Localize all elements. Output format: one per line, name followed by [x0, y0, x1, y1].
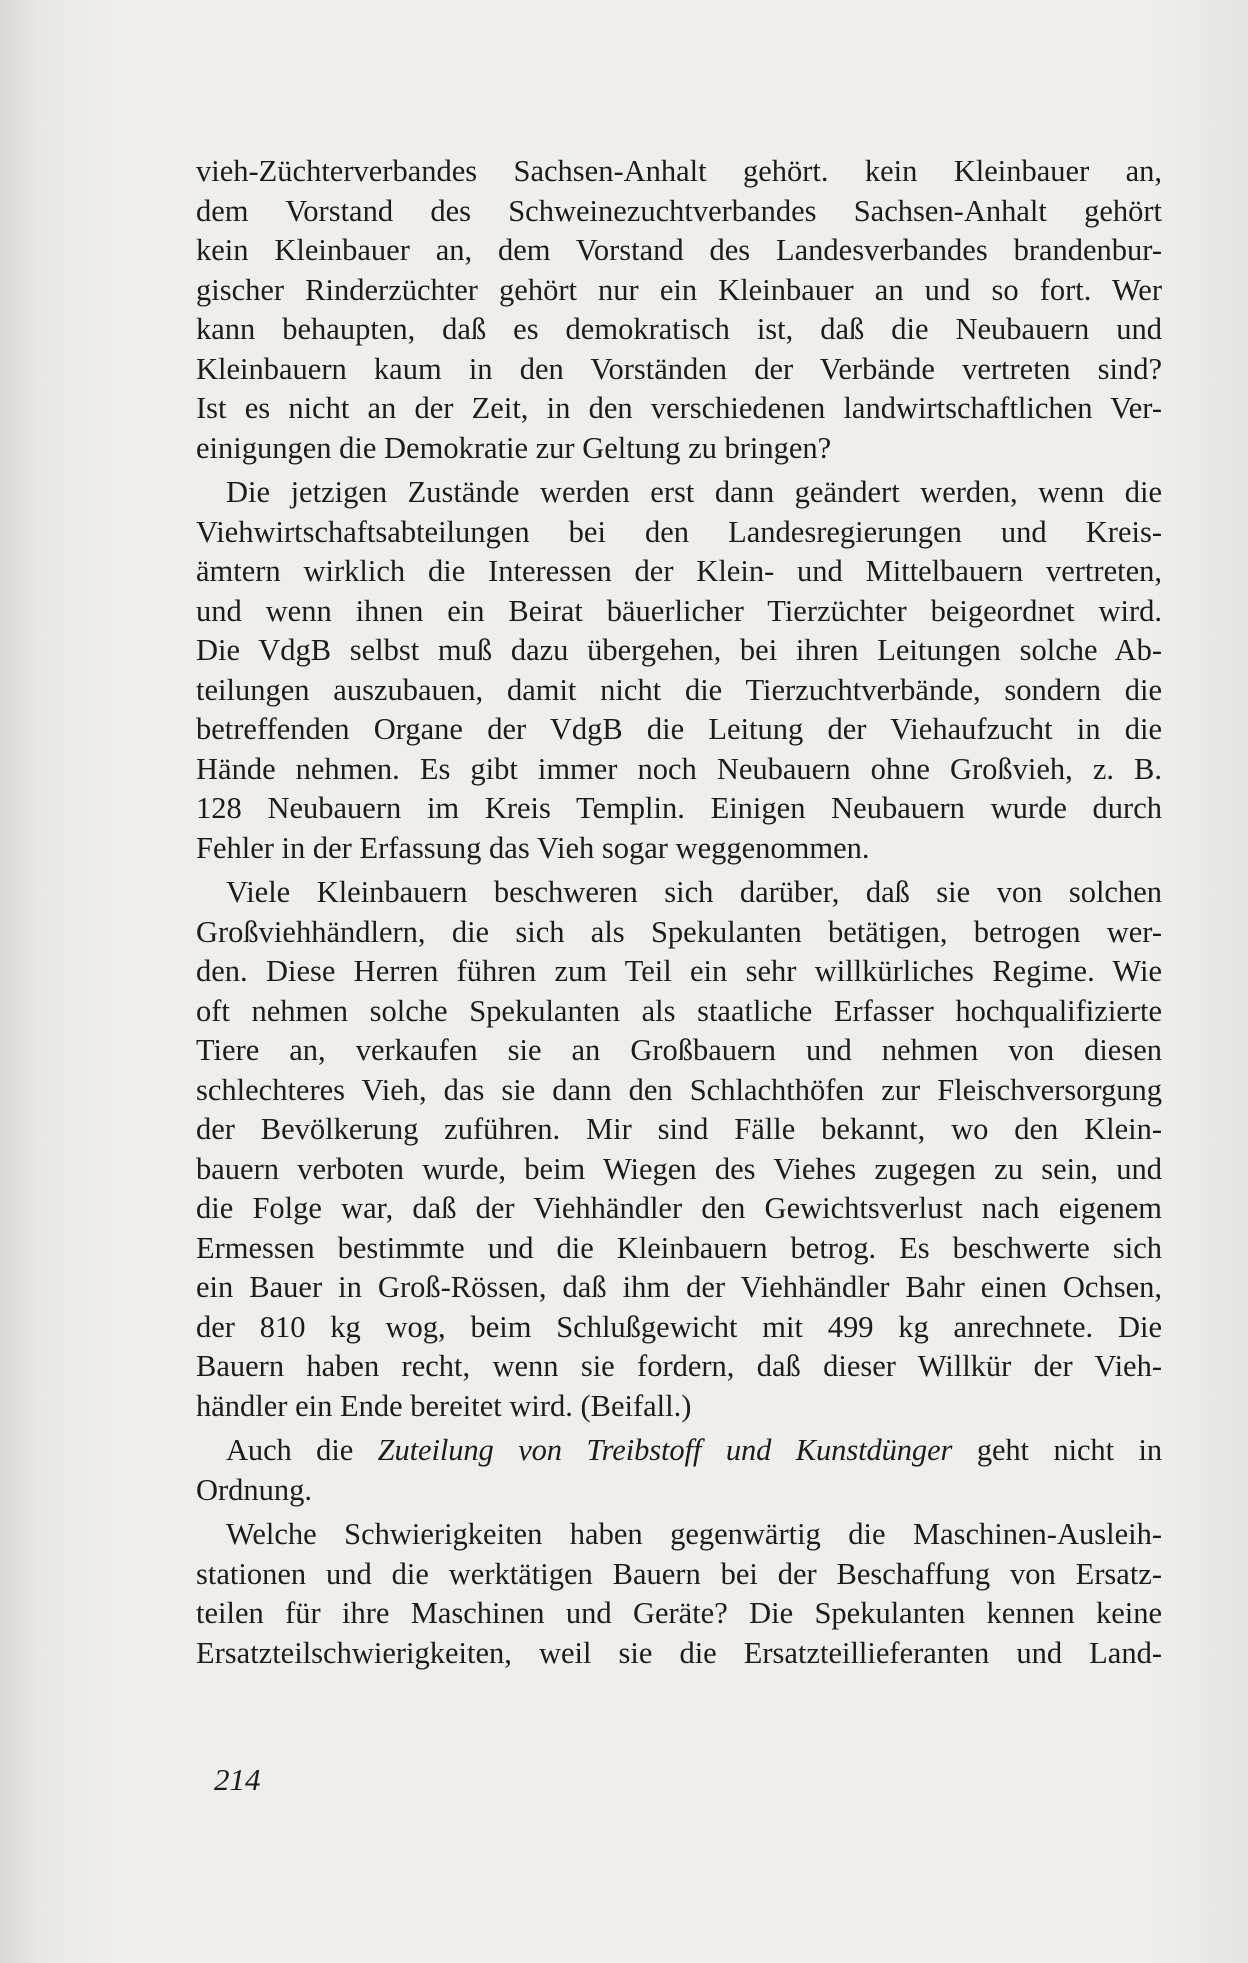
text-line: gischer Rinderzüchter gehört nur ein Kleinbauer an und so fort. Wer	[196, 272, 1162, 307]
text-line: einigungen die Demokratie zur Geltung zu bringen?	[196, 430, 832, 465]
emphasis-text: Zuteilung von Treibstoff und Kunstdünger	[377, 1433, 953, 1467]
text-line: Ordnung.	[196, 1472, 313, 1507]
text-line: Viehwirtschaftsabteilungen bei den Landesregierungen und Kreis-	[196, 514, 1162, 549]
paragraph	[196, 1431, 1162, 1510]
text-line: händler ein Ende bereitet wird. (Beifall.)	[196, 1388, 692, 1423]
text-line: Viele Kleinbauern beschweren sich darüber, daß sie von solchen	[226, 875, 1162, 909]
text-line: den. Diese Herren führen zum Teil ein sehr willkürliches Regime. Wie	[196, 954, 1162, 988]
text-line: Ermessen bestimmte und die Kleinbauern betrog. Es beschwerte sich	[196, 1230, 1162, 1265]
paragraph	[196, 873, 1162, 1426]
text-line: schlechteres Vieh, das sie dann den Schlachthöfen zur Fleischversorgung	[196, 1072, 1162, 1107]
text-run: geht nicht in	[952, 1433, 1162, 1467]
text-line: und wenn ihnen ein Beirat bäuerlicher Tierzüchter beigeordnet wird.	[196, 593, 1162, 628]
text-line: ämtern wirklich die Interessen der Klein- und Mittelbauern vertreten,	[196, 554, 1162, 588]
text-line: die Folge war, daß der Viehhändler den Gewichtsverlust nach eigenem	[196, 1191, 1162, 1225]
page-number: 214	[214, 1762, 261, 1797]
body-text	[196, 152, 1162, 1673]
text-run: Auch die	[226, 1433, 378, 1467]
text-line: der 810 kg wog, beim Schlußgewicht mit 499 kg anrechnete. Die	[196, 1309, 1162, 1344]
text-line: bauern verboten wurde, beim Wiegen des Viehes zugegen zu sein, und	[196, 1151, 1162, 1186]
text-line: teilen für ihre Maschinen und Geräte? Die Spekulanten kennen keine	[196, 1596, 1162, 1630]
text-line: der Bevölkerung zuführen. Mir sind Fälle bekannt, wo den Klein-	[196, 1112, 1162, 1146]
text-line: stationen und die werktätigen Bauern bei der Beschaffung von Ersatz-	[196, 1556, 1162, 1591]
text-line: Tiere an, verkaufen sie an Großbauern und nehmen von diesen	[196, 1033, 1162, 1067]
text-line: teilungen auszubauen, damit nicht die Tierzuchtverbände, sondern die	[196, 672, 1162, 707]
text-line: Fehler in der Erfassung das Vieh sogar weggenommen.	[196, 830, 870, 865]
text-line: dem Vorstand des Schweinezuchtverbandes Sachsen-Anhalt gehört	[196, 193, 1162, 228]
text-line: oft nehmen solche Spekulanten als staatliche Erfasser hochqualifizierte	[196, 993, 1162, 1028]
text-line: Großviehhändlern, die sich als Spekulanten betätigen, betrogen wer-	[196, 914, 1162, 949]
text-line: kein Kleinbauer an, dem Vorstand des Landesverbandes brandenbur-	[196, 233, 1162, 267]
paragraph	[196, 1515, 1162, 1673]
text-line: betreffenden Organe der VdgB die Leitung der Viehaufzucht in die	[196, 712, 1162, 746]
text-line: Welche Schwierigkeiten haben gegenwärtig die Maschinen-Ausleih-	[226, 1517, 1162, 1551]
paragraph	[196, 152, 1162, 468]
text-line: Kleinbauern kaum in den Vorständen der Verbände vertreten sind?	[196, 351, 1162, 386]
text-line: Ist es nicht an der Zeit, in den verschiedenen landwirtschaftlichen Ver-	[196, 391, 1162, 425]
text-line: vieh-Züchterverbandes Sachsen-Anhalt gehört. kein Kleinbauer an,	[196, 154, 1162, 188]
paragraph	[196, 473, 1162, 868]
text-line: ein Bauer in Groß-Rössen, daß ihm der Viehhändler Bahr einen Ochsen,	[196, 1270, 1162, 1304]
text-line: Bauern haben recht, wenn sie fordern, daß dieser Willkür der Vieh-	[196, 1349, 1162, 1383]
text-line: 128 Neubauern im Kreis Templin. Einigen Neubauern wurde durch	[196, 791, 1162, 825]
text-line: Ersatzteilschwierigkeiten, weil sie die Ersatzteillieferanten und Land-	[196, 1635, 1162, 1670]
text-line: Die VdgB selbst muß dazu übergehen, bei ihren Leitungen solche Ab-	[196, 633, 1162, 667]
text-line	[196, 1431, 1162, 1471]
text-line: kann behaupten, daß es demokratisch ist, daß die Neubauern und	[196, 312, 1162, 346]
text-line: Die jetzigen Zustände werden erst dann geändert werden, wenn die	[226, 475, 1162, 509]
text-line: Hände nehmen. Es gibt immer noch Neubauern ohne Großvieh, z. B.	[196, 751, 1162, 786]
